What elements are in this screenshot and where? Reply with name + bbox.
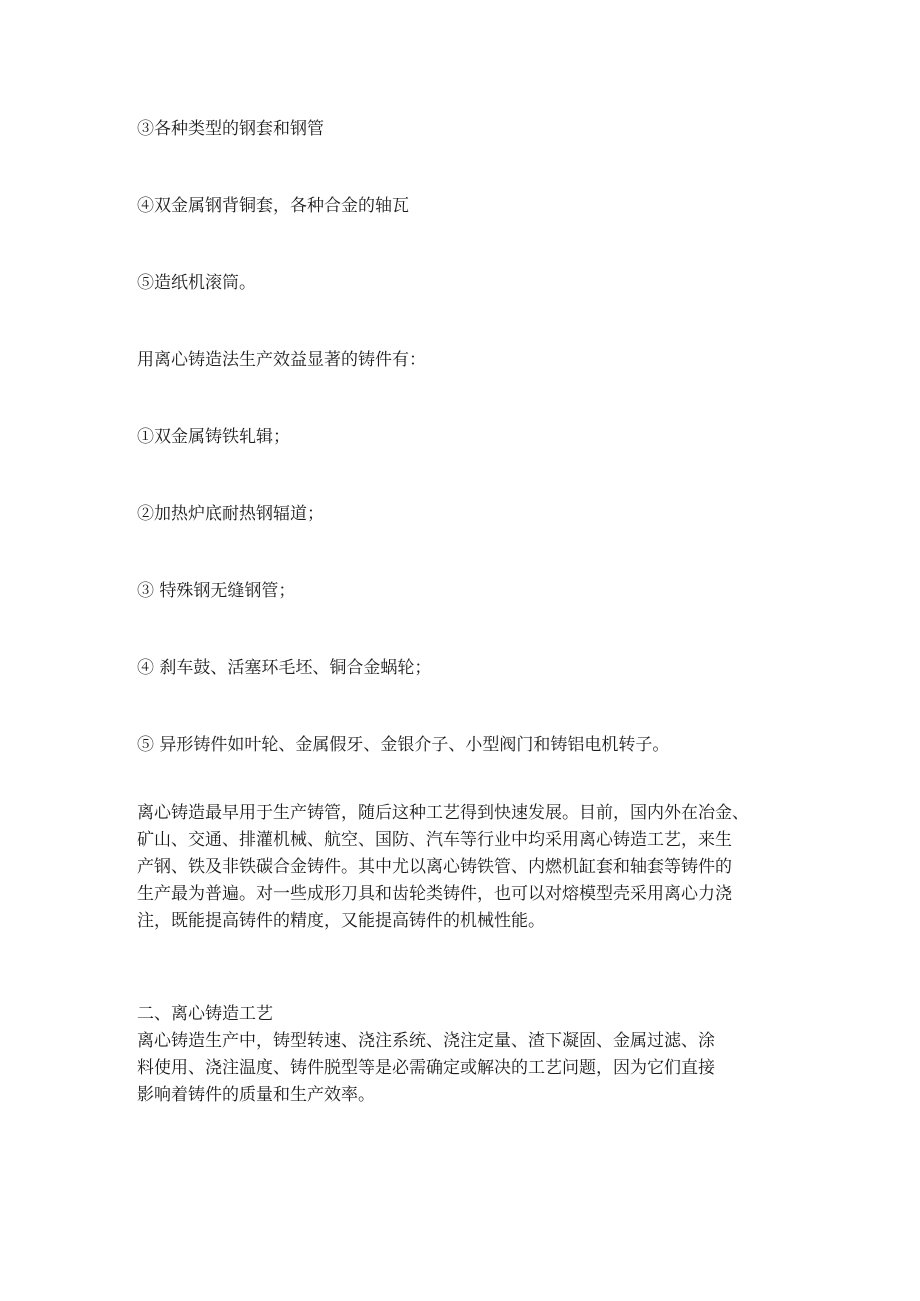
paragraph-line: 注，既能提高铸件的精度，又能提高铸件的机械性能。 <box>137 911 545 931</box>
paragraph-line: 离心铸造最早用于生产铸管，随后这种工艺得到快速发展。目前，国内外在冶金、 <box>137 803 749 823</box>
list-item-furnace-rollers: ②加热炉底耐热钢辐道； <box>137 504 324 524</box>
paragraph-line: 料使用、浇注温度、铸件脱型等是必需确定或解决的工艺问题，因为它们直接 <box>137 1058 715 1078</box>
list-item-special-castings: ⑤ 异形铸件如叶轮、金属假牙、金银介子、小型阀门和铸铝电机转子。 <box>137 735 670 755</box>
paragraph-line: 生产最为普遍。对一些成形刀具和齿轮类铸件，也可以对熔模型壳采用离心力浇 <box>137 884 732 904</box>
list-item-brake-drums: ④ 刹车鼓、活塞环毛坯、铜合金蜗轮； <box>137 658 432 678</box>
list-item-steel-sleeves: ③各种类型的钢套和钢管 <box>137 119 324 139</box>
paragraph-line: 产钢、铁及非铁碳合金铸件。其中尤以离心铸铁管、内燃机缸套和轴套等铸件的 <box>137 857 732 877</box>
paragraph-line: 矿山、交通、排灌机械、航空、国防、汽车等行业中均采用离心铸造工艺，来生 <box>137 830 732 850</box>
list-item-bimetal-rolls: ①双金属铸铁轧辑； <box>137 427 290 447</box>
list-item-paper-machine-rollers: ⑤造纸机滚筒。 <box>137 273 256 293</box>
list-item-seamless-pipe: ③ 特殊钢无缝钢管； <box>137 581 296 601</box>
paragraph-history <box>137 800 777 935</box>
list-item-bimetal-bushings: ④双金属钢背铜套，各种合金的轴瓦 <box>137 196 409 216</box>
paragraph-line: 离心铸造生产中，铸型转速、浇注系统、浇注定量、渣下凝固、金属过滤、涂 <box>137 1031 715 1051</box>
intro-effective-castings: 用离心铸造法生产效益显著的铸件有： <box>137 350 426 370</box>
paragraph-line: 影响着铸件的质量和生产效率。 <box>137 1085 375 1105</box>
section-heading: 二、离心铸造工艺 <box>137 1004 273 1024</box>
section-process <box>137 1001 777 1109</box>
